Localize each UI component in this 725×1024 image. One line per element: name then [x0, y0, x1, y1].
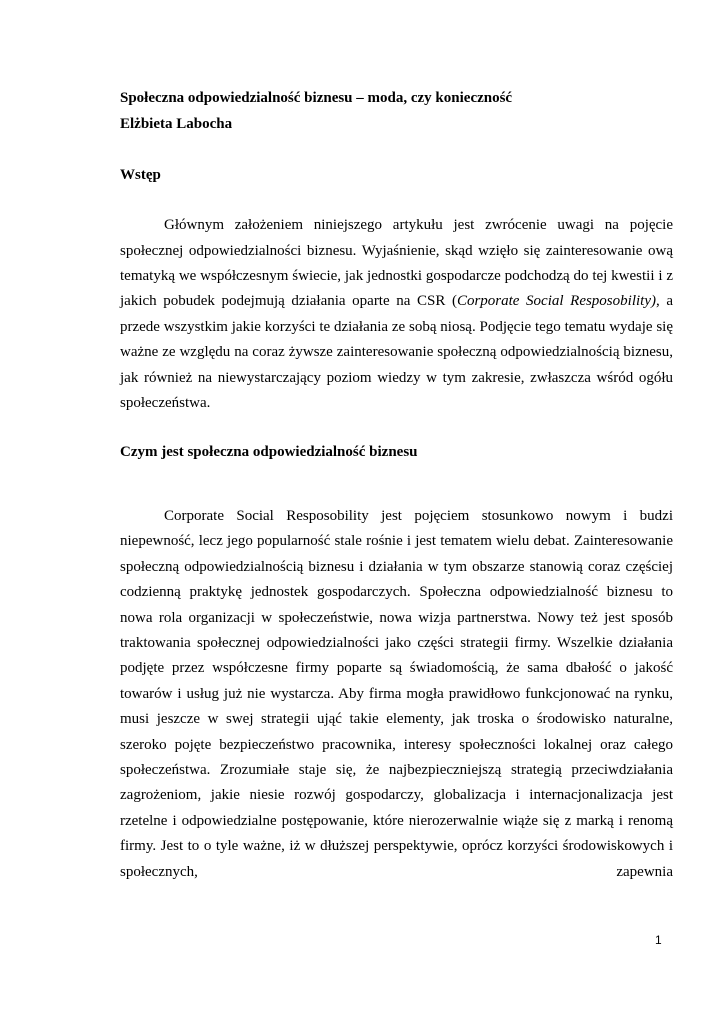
page-number: 1	[655, 933, 662, 947]
introduction-paragraph	[120, 213, 673, 416]
csr-paragraph: Corporate Social Resposobility jest pojęciem stosunkowo nowym i budzi niepewność, lecz jego popularność stale rośnie i jest tematem wielu debat. Zainteresowanie społeczną odpowiedzialnością biznesu i działania w tym obszarze stanowią coraz częściej codzienną praktykę jednostek gospodarczych. Społeczna odpowiedzialność biznesu to nowa rola organizacji w społeczeństwie, nowa wizja partnerstwa. Nowy też jest sposób traktowania społecznej odpowiedzialności jako części strategii firmy. Wszelkie działania podjęte przez współczesne firmy poparte są świadomością, że sama dbałość o jakość towarów i usług już nie wystarcza. Aby firma mogła prawidłowo funkcjonować na rynku, musi jeszcze w swej strategii ująć takie elementy, jak troska o środowisko naturalne, szeroko pojęte bezpieczeństwo pracownika, interesy społeczności lokalnej oraz całego społeczeństwa. Zrozumiałe staje się, że najbezpieczniejszą strategią przeciwdziałania zagrożeniom, jakie niesie rozwój gospodarczy, globalizacja i internacjonalizacja jest rzetelne i odpowiedzialne postępowanie, które nierozerwalnie wiąże się z marką i renomą firmy. Jest to o tyle ważne, iż w dłuższej perspektywie, oprócz korzyści środowiskowych i społecznych, zapewnia	[120, 507, 673, 880]
csr-term-italic: Corporate Social Resposobility)	[456, 293, 656, 310]
section-heading-introduction: Wstęp	[120, 166, 161, 183]
introduction-text-part-2: , a przede wszystkim jakie korzyści te działania ze sobą niosą. Podjęcie tego tematu wydaje się ważne ze względu na coraz żywsze zainteresowanie społeczną odpowiedzialnością biznesu, jak również na niewystarczający poziom wiedzy w tym zakresie, zwłaszcza wśród ogółu społeczeństwa.	[120, 293, 673, 412]
introduction-text-part-1: Głównym założeniem niniejszego artykułu jest zwrócenie uwagi na pojęcie społecznej odpowiedzialności biznesu. Wyjaśnienie, skąd wzięło się zainteresowanie ową tematyką we współczesnym świecie, jak jednostki gospodarcze podchodzą do tej kwestii i z jakich pobudek podejmują działania oparte na CSR (	[120, 217, 673, 310]
section-heading-what-is-csr: Czym jest społeczna odpowiedzialność biznesu	[120, 444, 418, 461]
document-author: Elżbieta Labocha	[120, 116, 233, 133]
document-title: Społeczna odpowiedzialność biznesu – moda, czy konieczność	[120, 90, 513, 106]
page-content	[120, 86, 673, 885]
